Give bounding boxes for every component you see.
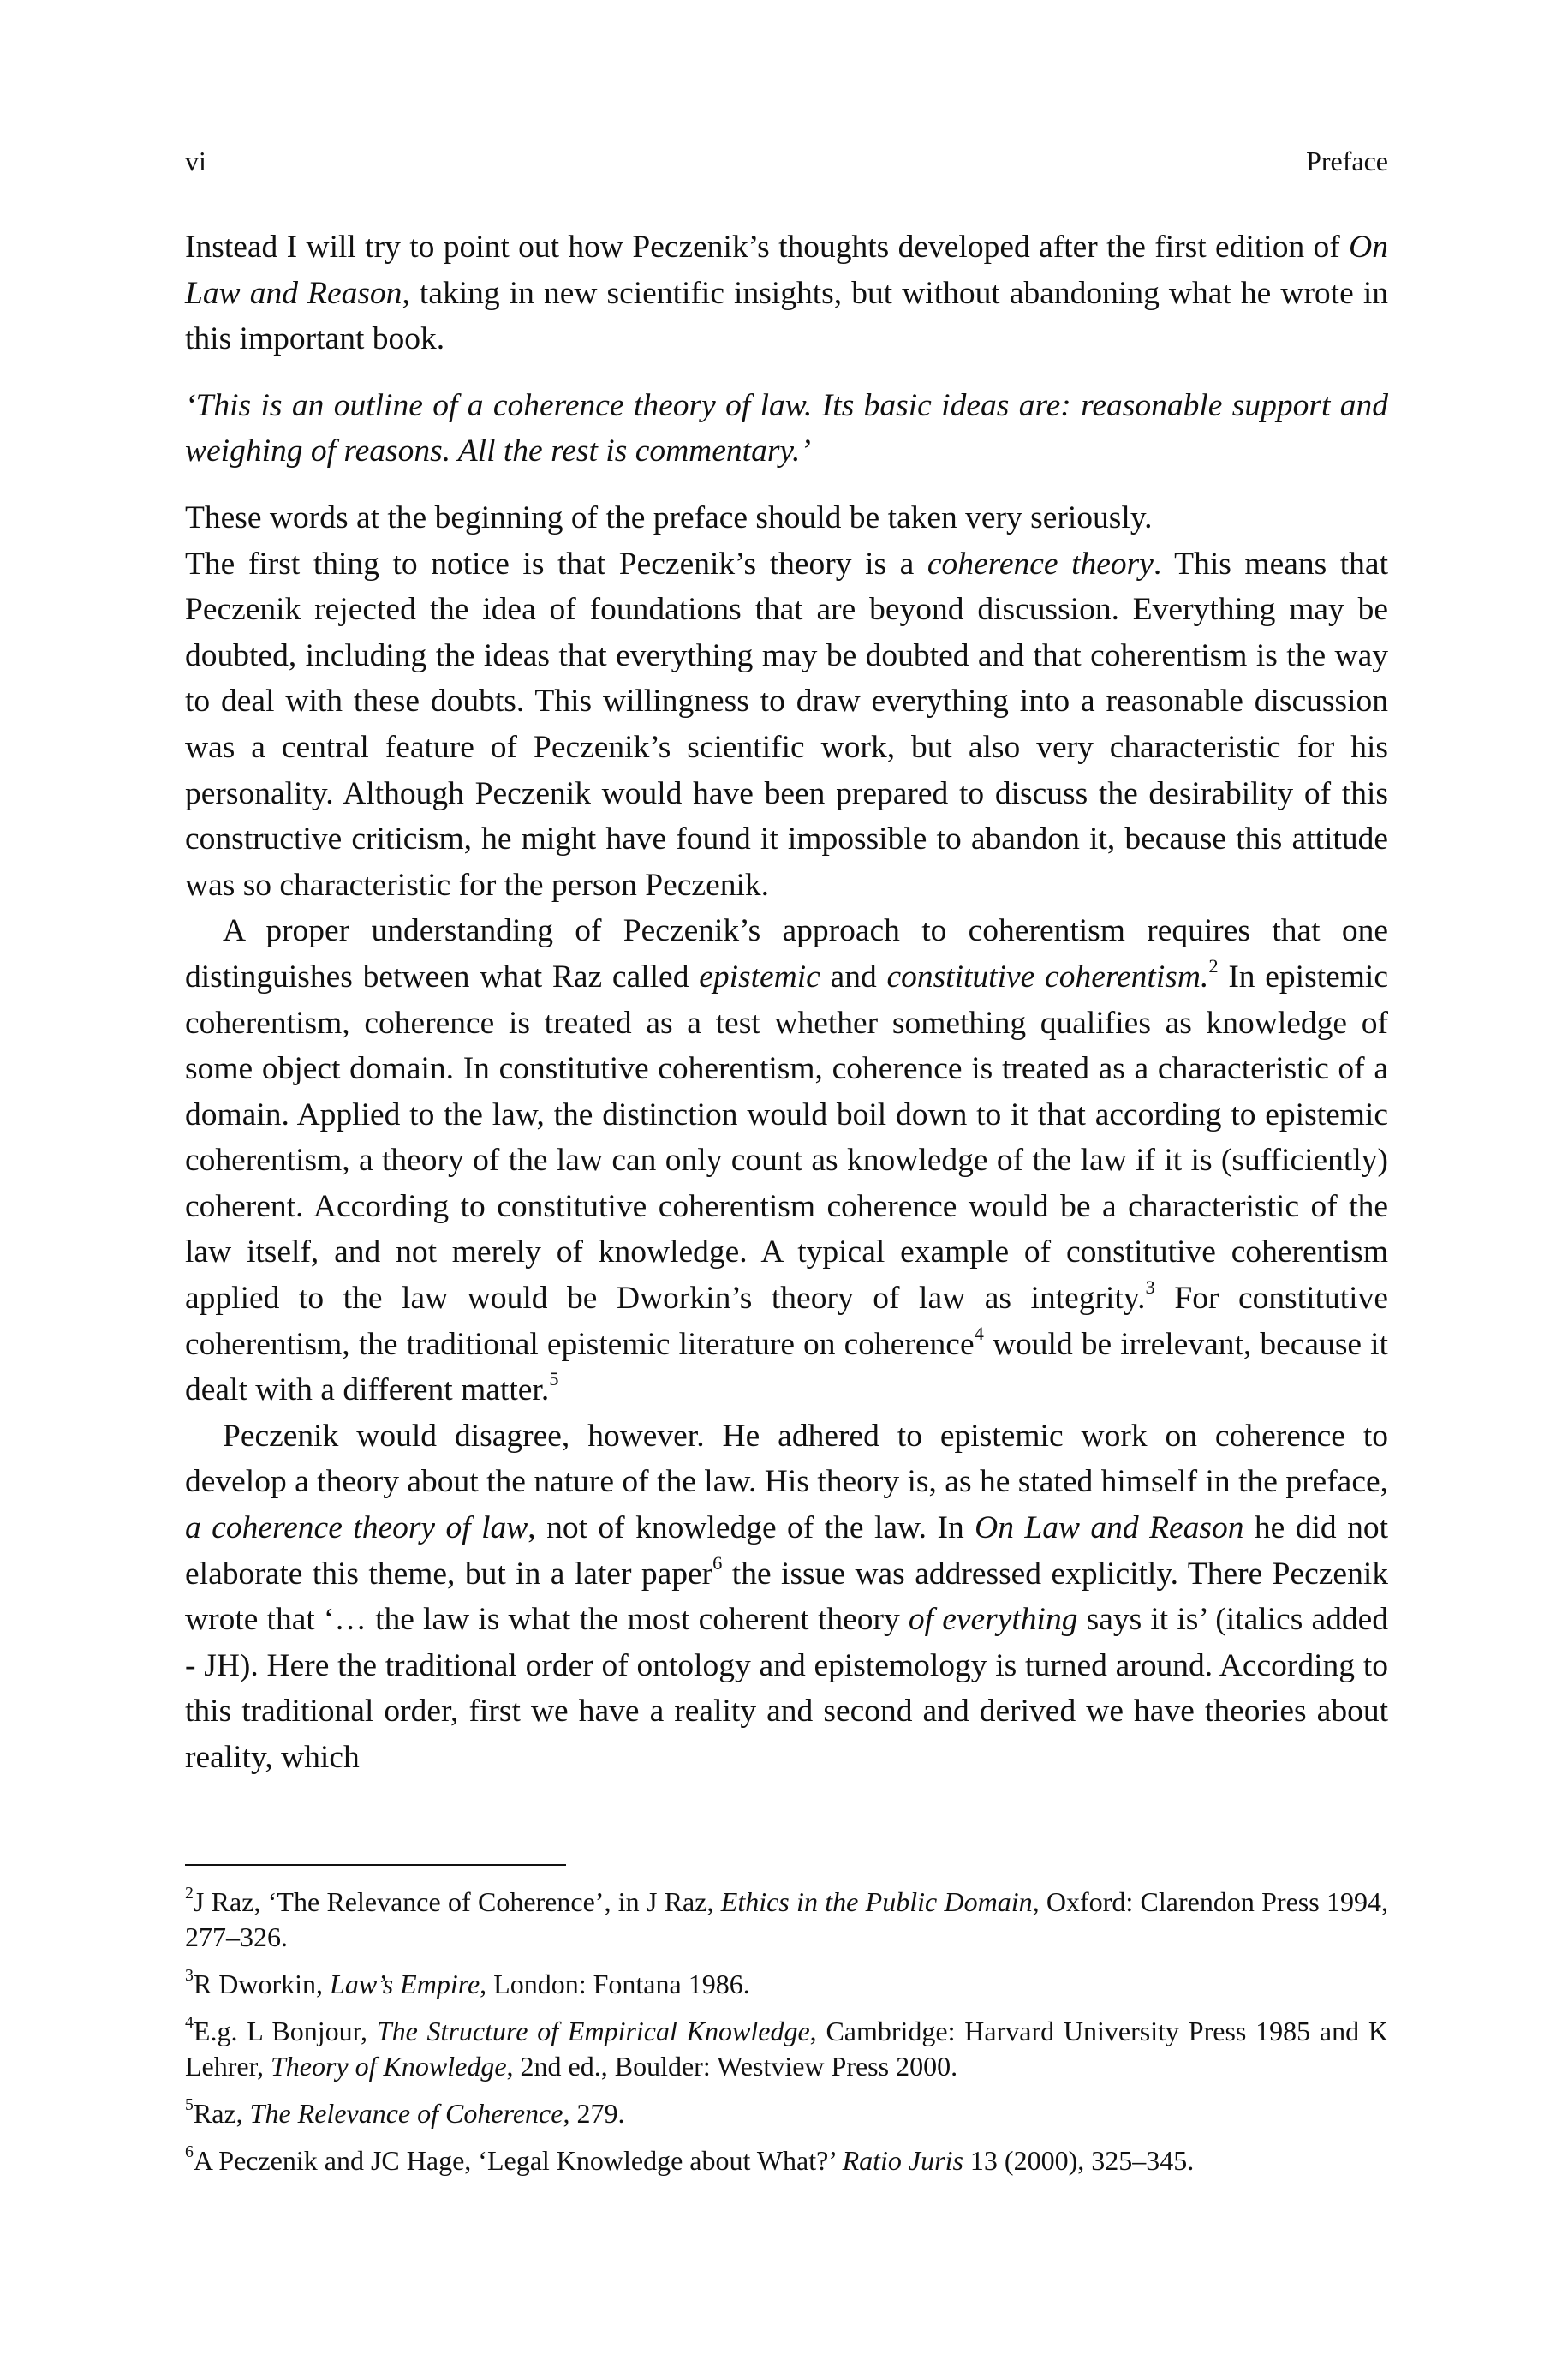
- paragraph-5: [185, 1413, 1388, 1781]
- text-run: says it is’ (italics added - JH). Here the traditional order of ontology and epistemology is turned around. According to this traditional order, first we have a reality and second and derived we have theories about reality, which: [185, 1602, 1388, 1775]
- running-head: [185, 144, 1388, 178]
- emphasis: epistemic: [699, 959, 820, 995]
- book-title: On Law and Reason: [185, 230, 1388, 311]
- text-run: , Oxford: Clarendon Press 1994, 277–326.: [185, 1886, 1389, 1952]
- footnote-number: 2: [185, 1884, 194, 1903]
- book-title: On Law and Reason: [975, 1510, 1244, 1546]
- emphasis: coherence theory: [927, 546, 1154, 582]
- footnote-number: 3: [185, 1966, 194, 1986]
- emphasis: a coherence theory of law: [185, 1510, 528, 1546]
- paragraph-4: [185, 908, 1388, 1413]
- emphasis: of everything: [908, 1602, 1078, 1638]
- footnote-3: [185, 1967, 1388, 2002]
- footnote-ref[interactable]: 4: [974, 1322, 984, 1344]
- text-run: The first thing to notice is that Peczenik’s theory is a: [185, 546, 927, 582]
- footnote-number: 6: [185, 2142, 194, 2162]
- book-title: The Relevance of Coherence: [249, 2098, 563, 2129]
- paragraph-2: These words at the beginning of the preface should be taken very seriously.: [185, 499, 1153, 535]
- text-run: A proper understanding of Peczenik’s approach to coherentism requires that one distinguishes between what Raz called: [185, 913, 1388, 995]
- text-run: Instead I will try to point out how Peczenik’s thoughts developed after the first edition of: [185, 230, 1350, 265]
- running-title: Preface: [1306, 146, 1388, 176]
- footnote-5: [185, 2096, 1388, 2131]
- text-run: 13 (2000), 325–345.: [963, 2145, 1195, 2176]
- footnote-4: [185, 2014, 1388, 2084]
- text-run: J Raz, ‘The Relevance of Coherence’, in J Raz,: [193, 1886, 721, 1917]
- footnote-2: [185, 1885, 1388, 1955]
- body-text: [185, 224, 1388, 1781]
- footnote-ref[interactable]: 3: [1145, 1276, 1155, 1299]
- book-title: The Structure of Empirical Knowledge: [376, 2016, 810, 2046]
- preface-quote: ‘This is an outline of a coherence theory of law. Its basic ideas are: reasonable support and weighing of reasons. All the rest is commentary.’: [185, 387, 1388, 469]
- page-number: vi: [185, 146, 206, 176]
- paragraph-1: [185, 224, 1388, 362]
- book-title: Law’s Empire: [330, 1969, 480, 1999]
- text-run: . This means that Peczenik rejected the idea of foundations that are beyond discussion. Everything may be doubted, including the ideas that everything may be doubted and that coherentism is the way to deal with these doubts. This willingness to draw everything into a reasonable discussion was a central feature of Peczenik’s scientific work, but also very characteristic for his personality. Although Peczenik would have been prepared to discuss the desirability of this constructive criticism, he might have found it impossible to abandon it, because this attitude was so characteristic for the person Peczenik.: [185, 546, 1388, 903]
- footnote-ref[interactable]: 5: [549, 1368, 559, 1390]
- emphasis: constitutive coherentism.: [886, 959, 1209, 995]
- text-run: , not of knowledge of the law. In: [528, 1510, 975, 1546]
- paragraph-3: [185, 541, 1388, 909]
- footnote-number: 4: [185, 2013, 194, 2033]
- text-run: and: [820, 959, 887, 995]
- text-run: , London: Fontana 1986.: [480, 1969, 750, 1999]
- text-run: R Dworkin,: [193, 1969, 331, 1999]
- text-run: A Peczenik and JC Hage, ‘Legal Knowledge about What?’: [193, 2145, 843, 2176]
- text-run: For constitutive coherentism, the traditional epistemic literature on coherence: [185, 1281, 1388, 1362]
- text-run: Peczenik would disagree, however. He adhered to epistemic work on coherence to develop a theory about the nature of the law. His theory is, as he stated himself in the preface,: [185, 1418, 1388, 1500]
- book-title: Theory of Knowledge: [270, 2051, 507, 2082]
- text-run: the issue was addressed explicitly. There Peczenik wrote that ‘… the law is what the most coherent theory: [185, 1556, 1388, 1638]
- text-run: E.g. L Bonjour,: [193, 2016, 377, 2046]
- footnotes: [185, 1885, 1388, 2190]
- footnote-ref[interactable]: 6: [712, 1551, 723, 1574]
- text-run: , Cambridge: Harvard University Press 1985 and K Lehrer,: [185, 2016, 1389, 2082]
- text-run: , 279.: [563, 2098, 625, 2129]
- text-run: would be irrelevant, because it dealt with a different matter.: [185, 1326, 1388, 1408]
- footnote-divider: [185, 1864, 566, 1866]
- text-run: , 2nd ed., Boulder: Westview Press 2000.: [506, 2051, 958, 2082]
- book-title: Ethics in the Public Domain: [720, 1886, 1033, 1917]
- footnote-6: [185, 2143, 1388, 2178]
- footnote-number: 5: [185, 2095, 194, 2115]
- footnote-ref[interactable]: 2: [1208, 955, 1219, 977]
- journal-title: Ratio Juris: [842, 2145, 963, 2176]
- text-run: In epistemic coherentism, coherence is treated as a test whether something qualifies as knowledge of some object domain. In constitutive coherentism, coherence is treated as a characteristic of a domain. Applied to the law, the distinction would boil down to it that according to epistemic coherentism, a theory of the law can only count as knowledge of the law if it is (sufficiently) coherent. According to constitutive coherentism coherence would be a characteristic of the law itself, and not merely of knowledge. A typical example of constitutive coherentism applied to the law would be Dworkin’s theory of law as integrity.: [185, 959, 1388, 1317]
- text-run: he did not elaborate this theme, but in a later paper: [185, 1510, 1389, 1592]
- text-run: , taking in new scientific insights, but without abandoning what he wrote in this important book.: [185, 275, 1389, 357]
- text-run: Raz,: [193, 2098, 250, 2129]
